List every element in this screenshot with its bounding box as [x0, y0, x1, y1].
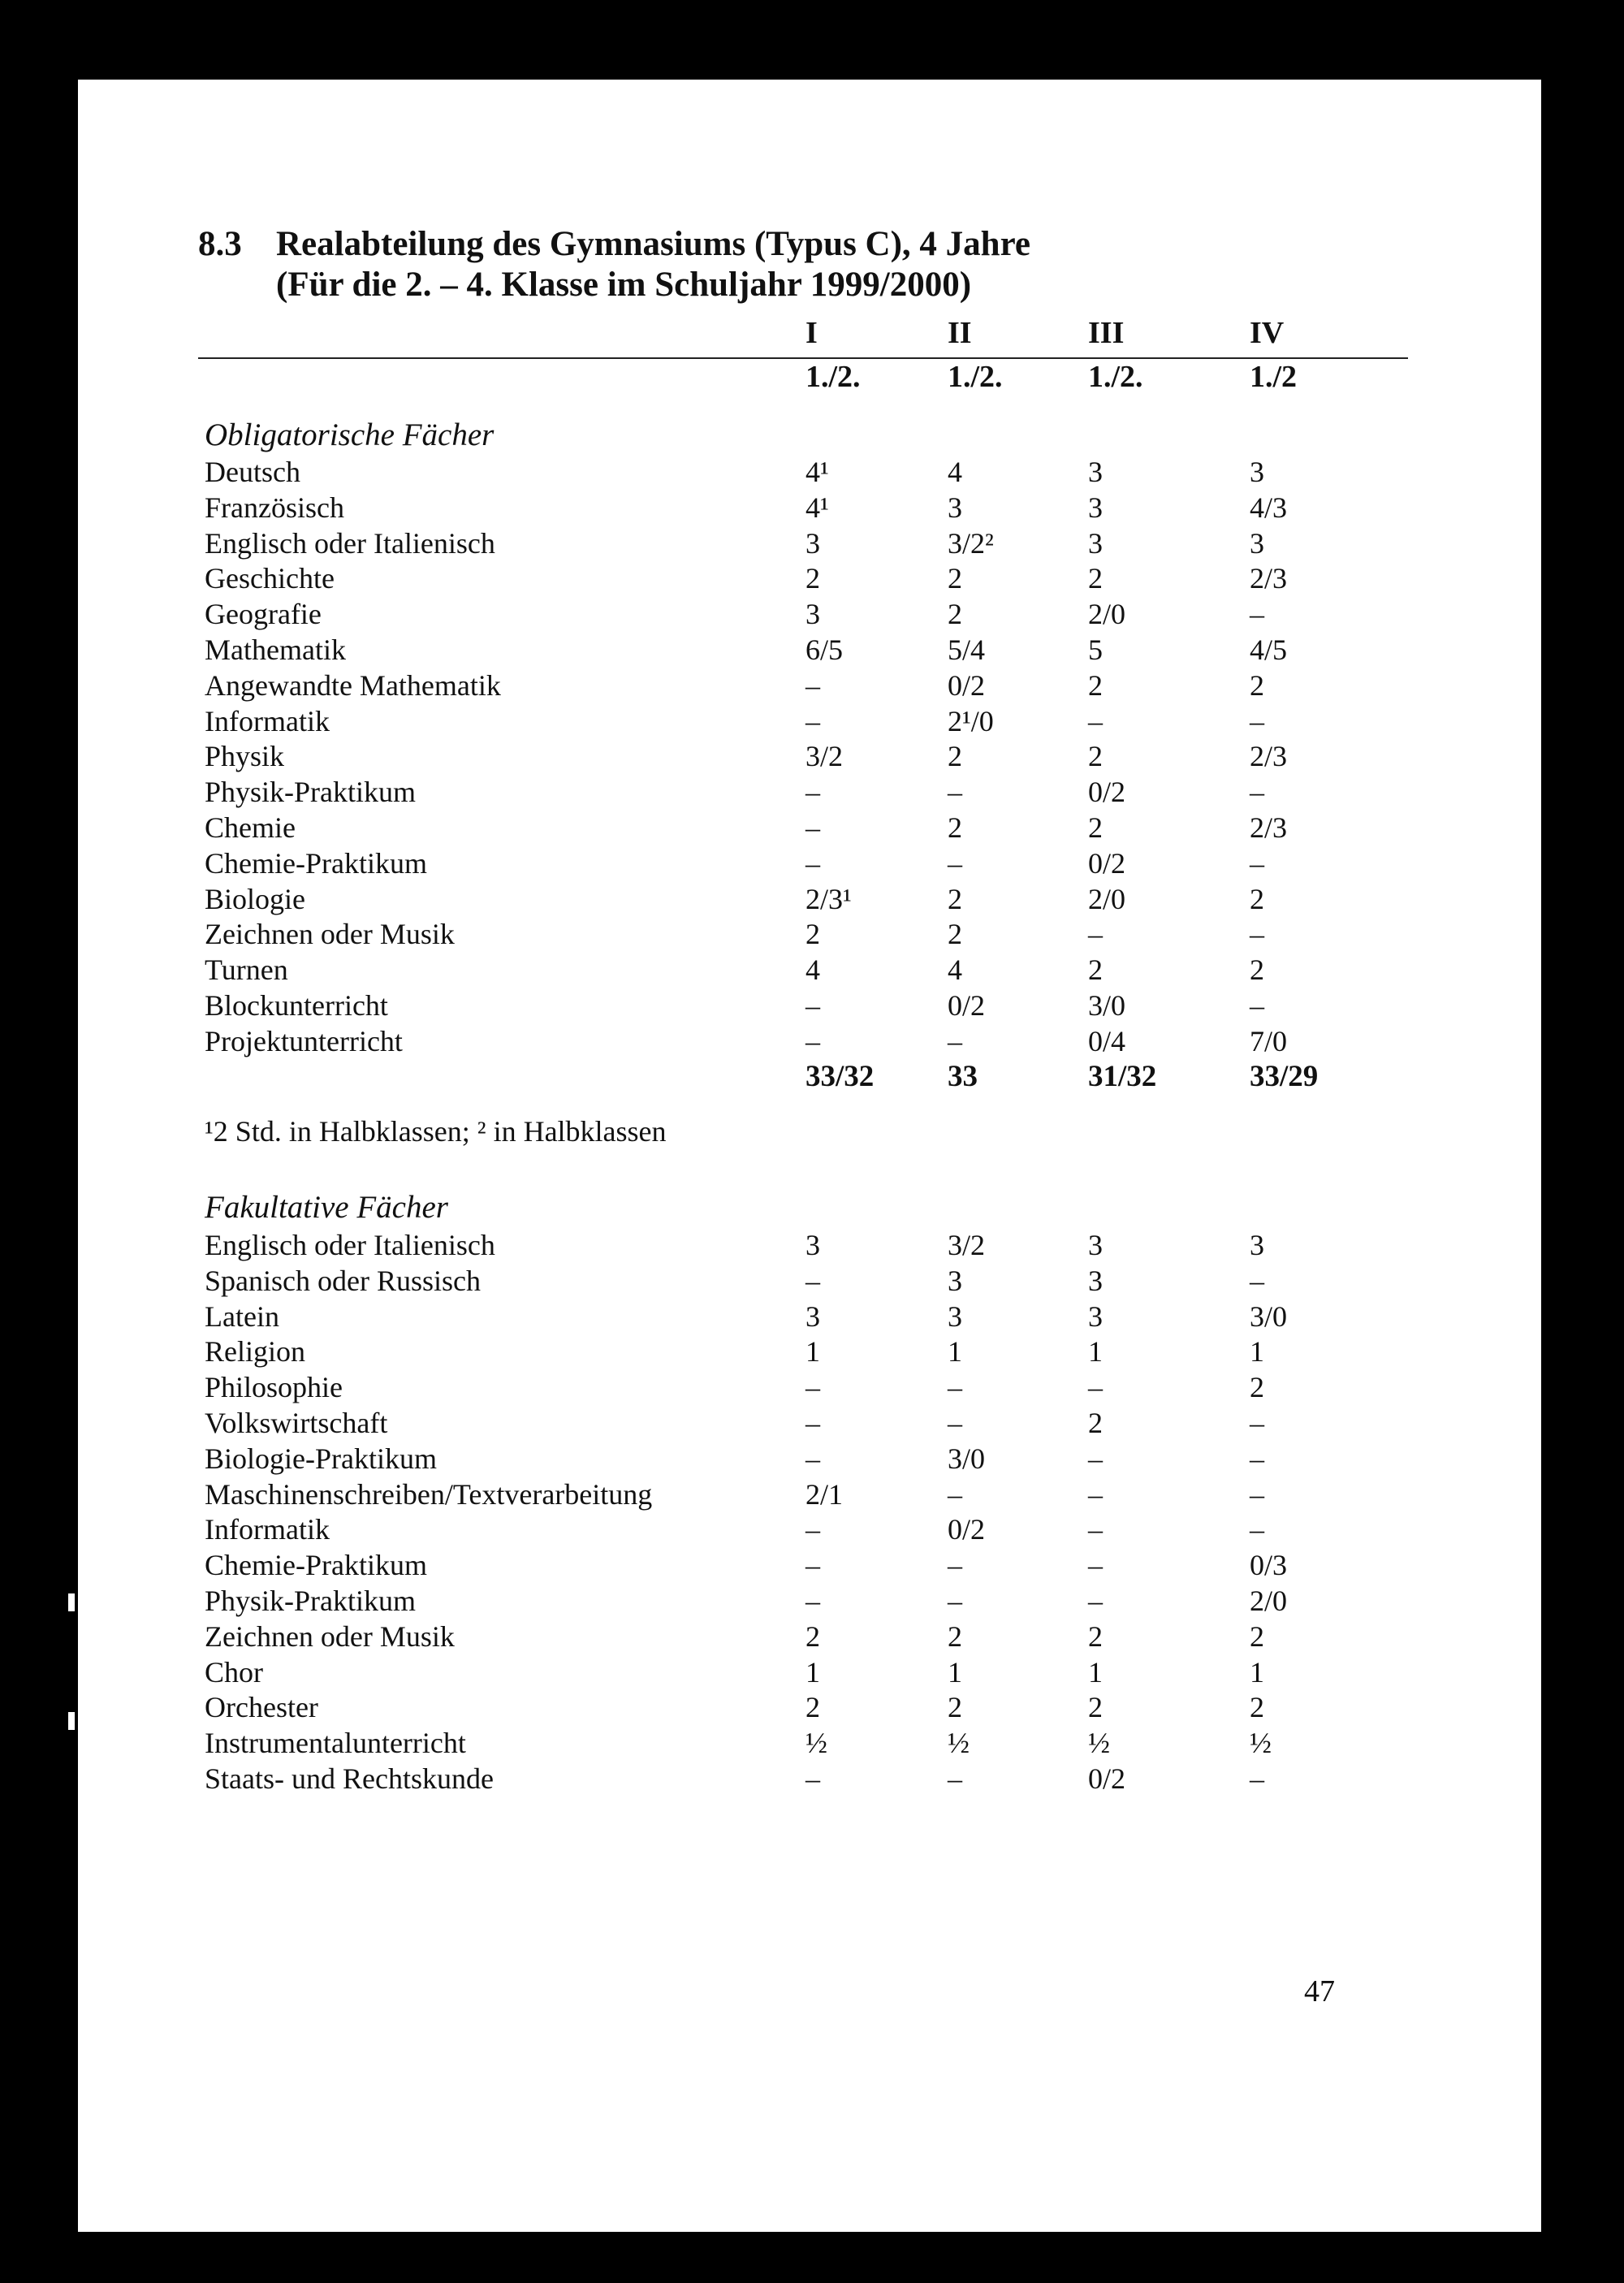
- scan-mark-bottom: [68, 1712, 75, 1730]
- subject-name: Englisch oder Italienisch: [205, 526, 495, 560]
- hours-year-1: 2/3¹: [806, 882, 852, 915]
- hours-year-3: 3: [1088, 1229, 1103, 1261]
- table-row-biologie: [78, 881, 1541, 917]
- subject-name: Turnen: [205, 953, 288, 987]
- hours-year-4: –: [1250, 1264, 1264, 1297]
- hours-year-2: 3/2²: [948, 526, 994, 560]
- hours-year-2: 4: [948, 456, 962, 488]
- hours-year-3: 2: [1088, 1691, 1103, 1724]
- table-row-zeichnen-oder-musik: [78, 1619, 1541, 1654]
- table-row-zeichnen-oder-musik: [78, 916, 1541, 952]
- hours-year-2: 2: [948, 740, 962, 773]
- hours-year-4: –: [1250, 598, 1264, 631]
- hours-year-1: 2/1: [806, 1477, 844, 1511]
- total-year-3: 31/32: [1088, 1060, 1157, 1093]
- hours-year-1: 3: [806, 598, 820, 631]
- hours-year-4: –: [1250, 1762, 1264, 1795]
- header-rule: [198, 357, 1408, 359]
- hours-year-2: 1: [948, 1335, 962, 1369]
- hours-year-1: 2: [806, 1619, 820, 1653]
- subject-name: Blockunterricht: [205, 989, 388, 1022]
- hours-year-2: 0/2: [948, 1513, 986, 1546]
- subject-name: Orchester: [205, 1691, 318, 1724]
- hours-year-3: –: [1088, 1549, 1103, 1582]
- hours-year-3: 2/0: [1088, 882, 1126, 915]
- hours-year-1: ½: [806, 1727, 827, 1760]
- subject-name: Religion: [205, 1335, 305, 1369]
- table-row-maschinenschreiben-textverarbeitung: [78, 1477, 1541, 1512]
- hours-year-4: –: [1250, 989, 1264, 1022]
- table-row-latein: [78, 1299, 1541, 1334]
- subject-name: Englisch oder Italienisch: [205, 1229, 495, 1261]
- hours-year-2: 2: [948, 562, 962, 595]
- hours-year-2: 2: [948, 1619, 962, 1653]
- subject-name: Latein: [205, 1299, 279, 1333]
- hours-year-4: ½: [1250, 1727, 1272, 1760]
- hours-year-3: 2/0: [1088, 598, 1126, 631]
- hours-year-3: 5: [1088, 633, 1103, 666]
- hours-year-3: 2: [1088, 668, 1103, 702]
- table-row-volkswirtschaft: [78, 1405, 1541, 1441]
- obligatory-section-title: Obligatorische Fächer: [205, 417, 495, 452]
- hours-year-2: 3: [948, 1299, 962, 1333]
- table-row-physik-praktikum: [78, 774, 1541, 810]
- scan-mark-top: [68, 1593, 75, 1611]
- hours-year-2: 3/0: [948, 1442, 986, 1475]
- table-row-chemie-praktikum: [78, 1547, 1541, 1583]
- subject-name: Deutsch: [205, 456, 300, 488]
- hours-year-1: 2: [806, 562, 820, 595]
- hours-year-2: –: [948, 1549, 962, 1582]
- hours-year-2: 2¹/0: [948, 704, 994, 737]
- hours-year-3: 3: [1088, 1264, 1103, 1297]
- hours-year-4: 3/0: [1250, 1299, 1288, 1333]
- hours-year-3: 3: [1088, 491, 1103, 524]
- col-semester-2: 1./2.: [948, 360, 1003, 394]
- hours-year-4: –: [1250, 1407, 1264, 1439]
- hours-year-4: –: [1250, 704, 1264, 737]
- hours-year-1: –: [806, 846, 820, 880]
- total-year-2: 33: [948, 1060, 978, 1093]
- subject-name: Spanisch oder Russisch: [205, 1264, 481, 1297]
- table-row-englisch-oder-italienisch: [78, 525, 1541, 561]
- hours-year-1: 4¹: [806, 456, 829, 488]
- table-row-philosophie: [78, 1369, 1541, 1405]
- hours-year-2: 3/2: [948, 1229, 986, 1261]
- subject-name: Staats- und Rechtskunde: [205, 1762, 494, 1795]
- subject-name: Biologie: [205, 882, 305, 915]
- hours-year-3: –: [1088, 918, 1103, 951]
- hours-year-1: –: [806, 811, 820, 844]
- subject-name: Zeichnen oder Musik: [205, 918, 455, 951]
- subject-name: Geschichte: [205, 562, 335, 595]
- hours-year-1: –: [806, 1264, 820, 1297]
- hours-year-3: ½: [1088, 1727, 1110, 1760]
- table-row-chemie: [78, 810, 1541, 845]
- hours-year-4: 2: [1250, 1619, 1264, 1653]
- hours-year-2: –: [948, 1762, 962, 1795]
- subject-name: Französisch: [205, 491, 344, 524]
- subject-name: Volkswirtschaft: [205, 1407, 388, 1439]
- subject-name: Maschinenschreiben/Textverarbeitung: [205, 1477, 653, 1511]
- hours-year-4: 2: [1250, 1371, 1264, 1404]
- hours-year-2: –: [948, 1024, 962, 1057]
- hours-year-2: 0/2: [948, 668, 986, 702]
- hours-year-4: 2: [1250, 953, 1264, 987]
- table-row-informatik: [78, 703, 1541, 739]
- hours-year-4: 2/3: [1250, 811, 1288, 844]
- hours-year-3: 3: [1088, 456, 1103, 488]
- hours-year-1: 2: [806, 918, 820, 951]
- table-row-turnen: [78, 952, 1541, 988]
- hours-year-3: 3/0: [1088, 989, 1126, 1022]
- subject-name: Chemie: [205, 811, 296, 844]
- hours-year-4: 1: [1250, 1335, 1264, 1369]
- table-row-spanisch-oder-russisch: [78, 1263, 1541, 1299]
- col-year-3: III: [1088, 316, 1125, 350]
- table-row-geografie: [78, 596, 1541, 632]
- table-row-staats-und-rechtskunde: [78, 1761, 1541, 1797]
- hours-year-2: 1: [948, 1655, 962, 1688]
- hours-year-2: 2: [948, 598, 962, 631]
- table-row-geschichte: [78, 560, 1541, 596]
- subject-name: Physik: [205, 740, 285, 773]
- hours-year-1: 3: [806, 1299, 820, 1333]
- table-row-biologie-praktikum: [78, 1441, 1541, 1477]
- hours-year-4: 7/0: [1250, 1024, 1288, 1057]
- hours-year-3: 1: [1088, 1335, 1103, 1369]
- hours-year-2: 4: [948, 953, 962, 987]
- hours-year-4: 2: [1250, 668, 1264, 702]
- footnote: ¹2 Std. in Halbklassen; ² in Halbklassen: [205, 1115, 667, 1148]
- hours-year-4: 3: [1250, 456, 1264, 488]
- subject-name: Biologie-Praktikum: [205, 1442, 437, 1475]
- hours-year-4: 4/3: [1250, 491, 1288, 524]
- col-semester-1: 1./2.: [806, 360, 861, 394]
- hours-year-3: 2: [1088, 1407, 1103, 1439]
- hours-year-3: –: [1088, 704, 1103, 737]
- col-semester-4: 1./2: [1250, 360, 1298, 394]
- subject-name: Physik-Praktikum: [205, 1585, 417, 1617]
- subject-name: Geografie: [205, 598, 322, 631]
- hours-year-2: –: [948, 1407, 962, 1439]
- table-row-orchester: [78, 1689, 1541, 1725]
- subject-name: Informatik: [205, 1513, 330, 1546]
- subject-name: Angewandte Mathematik: [205, 668, 501, 702]
- subject-name: Chemie-Praktikum: [205, 846, 427, 880]
- hours-year-2: 2: [948, 882, 962, 915]
- hours-year-3: 2: [1088, 562, 1103, 595]
- hours-year-1: –: [806, 1549, 820, 1582]
- table-row-physik-praktikum: [78, 1583, 1541, 1619]
- hours-year-3: 2: [1088, 1619, 1103, 1653]
- subject-name: Philosophie: [205, 1371, 343, 1404]
- hours-year-4: 2/3: [1250, 562, 1288, 595]
- hours-year-2: –: [948, 776, 962, 809]
- hours-year-3: 2: [1088, 953, 1103, 987]
- hours-year-1: 4¹: [806, 491, 829, 524]
- hours-year-3: 0/2: [1088, 1762, 1126, 1795]
- hours-year-4: 3: [1250, 526, 1264, 560]
- hours-year-3: –: [1088, 1442, 1103, 1475]
- hours-year-3: 3: [1088, 1299, 1103, 1333]
- table-row-chemie-praktikum: [78, 845, 1541, 881]
- table-row-deutsch: [78, 454, 1541, 490]
- total-year-1: 33/32: [806, 1060, 875, 1093]
- hours-year-4: –: [1250, 1513, 1264, 1546]
- hours-year-4: –: [1250, 846, 1264, 880]
- hours-year-1: –: [806, 668, 820, 702]
- hours-year-2: 5/4: [948, 633, 986, 666]
- section-title-line-2: (Für die 2. – 4. Klasse im Schuljahr 1999/2000): [276, 266, 972, 304]
- hours-year-4: 1: [1250, 1655, 1264, 1688]
- hours-year-4: 2/3: [1250, 740, 1288, 773]
- subject-name: Mathematik: [205, 633, 346, 666]
- hours-year-4: –: [1250, 918, 1264, 951]
- table-row-englisch-oder-italienisch: [78, 1227, 1541, 1263]
- hours-year-1: 3: [806, 1229, 820, 1261]
- hours-year-4: 2/0: [1250, 1585, 1288, 1617]
- hours-year-1: 3/2: [806, 740, 844, 773]
- hours-year-1: –: [806, 1371, 820, 1404]
- hours-year-3: 0/4: [1088, 1024, 1126, 1057]
- col-year-2: II: [948, 316, 972, 350]
- optional-section-title: Fakultative Fächer: [205, 1190, 448, 1225]
- col-semester-3: 1./2.: [1088, 360, 1143, 394]
- hours-year-4: 4/5: [1250, 633, 1288, 666]
- col-year-4: IV: [1250, 316, 1285, 350]
- hours-year-3: 0/2: [1088, 846, 1126, 880]
- table-row-instrumentalunterricht: [78, 1725, 1541, 1761]
- hours-year-1: –: [806, 704, 820, 737]
- hours-year-1: –: [806, 776, 820, 809]
- subject-name: Zeichnen oder Musik: [205, 1619, 455, 1653]
- hours-year-4: 0/3: [1250, 1549, 1288, 1582]
- hours-year-1: –: [806, 1585, 820, 1617]
- hours-year-2: 3: [948, 1264, 962, 1297]
- hours-year-2: –: [948, 1371, 962, 1404]
- section-title-line-1: Realabteilung des Gymnasiums (Typus C), 4 Jahre: [276, 225, 1030, 263]
- subject-name: Chor: [205, 1655, 263, 1688]
- subject-name: Instrumentalunterricht: [205, 1727, 466, 1760]
- hours-year-2: 3: [948, 491, 962, 524]
- hours-year-1: –: [806, 1442, 820, 1475]
- hours-year-4: –: [1250, 1442, 1264, 1475]
- hours-year-3: 2: [1088, 811, 1103, 844]
- table-row-chor: [78, 1654, 1541, 1690]
- total-year-4: 33/29: [1250, 1060, 1319, 1093]
- hours-year-1: 2: [806, 1691, 820, 1724]
- hours-year-2: –: [948, 846, 962, 880]
- subject-name: Informatik: [205, 704, 330, 737]
- hours-year-4: 3: [1250, 1229, 1264, 1261]
- hours-year-1: 6/5: [806, 633, 844, 666]
- table-row-informatik: [78, 1511, 1541, 1547]
- subject-name: Chemie-Praktikum: [205, 1549, 427, 1582]
- table-row-angewandte-mathematik: [78, 668, 1541, 703]
- col-year-1: I: [806, 316, 818, 350]
- hours-year-1: 1: [806, 1335, 820, 1369]
- hours-year-2: –: [948, 1477, 962, 1511]
- hours-year-3: –: [1088, 1477, 1103, 1511]
- hours-year-3: –: [1088, 1585, 1103, 1617]
- document-page: [78, 80, 1541, 2232]
- hours-year-3: –: [1088, 1371, 1103, 1404]
- hours-year-2: –: [948, 1585, 962, 1617]
- hours-year-1: 3: [806, 526, 820, 560]
- hours-year-4: –: [1250, 1477, 1264, 1511]
- hours-year-1: 4: [806, 953, 820, 987]
- hours-year-3: 0/2: [1088, 776, 1126, 809]
- hours-year-1: –: [806, 1762, 820, 1795]
- hours-year-3: –: [1088, 1513, 1103, 1546]
- hours-year-1: –: [806, 1024, 820, 1057]
- hours-year-1: 1: [806, 1655, 820, 1688]
- hours-year-2: 2: [948, 918, 962, 951]
- table-row-mathematik: [78, 632, 1541, 668]
- table-row-blockunterricht: [78, 988, 1541, 1023]
- subject-name: Physik-Praktikum: [205, 776, 417, 809]
- hours-year-3: 2: [1088, 740, 1103, 773]
- hours-year-4: 2: [1250, 1691, 1264, 1724]
- hours-year-2: 0/2: [948, 989, 986, 1022]
- table-row-physik: [78, 738, 1541, 774]
- hours-year-2: 2: [948, 811, 962, 844]
- subject-name: Projektunterricht: [205, 1024, 403, 1057]
- hours-year-4: 2: [1250, 882, 1264, 915]
- hours-year-2: 2: [948, 1691, 962, 1724]
- hours-year-3: 3: [1088, 526, 1103, 560]
- hours-year-3: 1: [1088, 1655, 1103, 1688]
- table-row-religion: [78, 1334, 1541, 1369]
- hours-year-2: ½: [948, 1727, 970, 1760]
- page-number: 47: [1304, 1974, 1335, 2008]
- hours-year-4: –: [1250, 776, 1264, 809]
- section-number: 8.3: [198, 225, 242, 263]
- hours-year-1: –: [806, 1513, 820, 1546]
- table-row-franzoesisch: [78, 490, 1541, 525]
- hours-year-1: –: [806, 1407, 820, 1439]
- hours-year-1: –: [806, 989, 820, 1022]
- table-row-projektunterricht: [78, 1023, 1541, 1059]
